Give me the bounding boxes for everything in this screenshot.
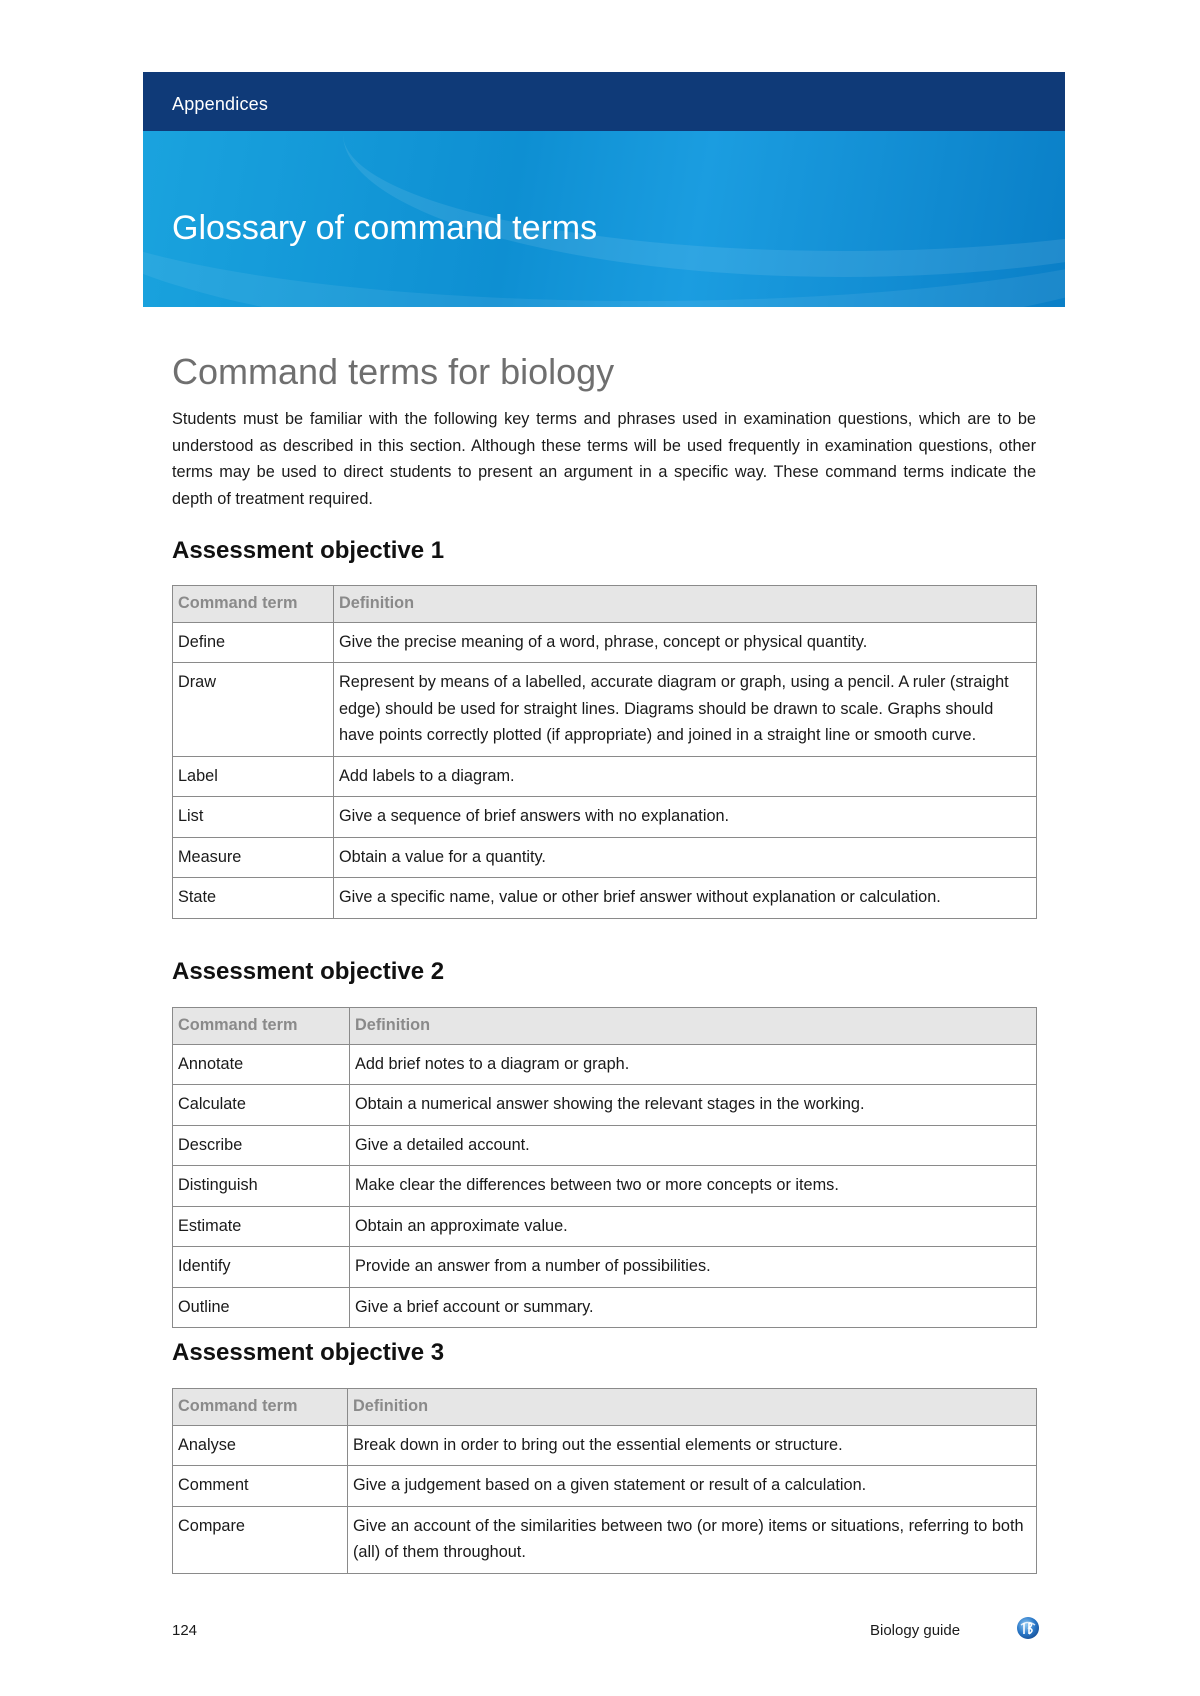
page-title: Glossary of command terms (172, 209, 598, 247)
table-row (173, 878, 1037, 919)
table-row (173, 1466, 1037, 1507)
main-heading: Command terms for biology (172, 351, 615, 392)
definition-cell: Give a detailed account. (350, 1125, 1037, 1166)
table-row (173, 1247, 1037, 1288)
table-row (173, 797, 1037, 838)
table-row (173, 756, 1037, 797)
table-header-row (173, 1389, 1037, 1426)
definition-cell: Give an account of the similarities between two (or more) items or situations, referring to both (all) of them throughout. (348, 1506, 1037, 1573)
definition-cell: Give a sequence of brief answers with no explanation. (334, 797, 1037, 838)
term-cell: Compare (173, 1506, 348, 1573)
term-cell: Label (173, 756, 334, 797)
table-header-row (173, 586, 1037, 623)
definition-cell: Obtain an approximate value. (350, 1206, 1037, 1247)
term-cell: Outline (173, 1287, 350, 1328)
header-banner (143, 131, 1065, 307)
table-row (173, 1287, 1037, 1328)
table-row (173, 1085, 1037, 1126)
table-row (173, 622, 1037, 663)
guide-name: Biology guide (870, 1622, 961, 1639)
column-header-definition: Definition (348, 1389, 1037, 1426)
table-row (173, 837, 1037, 878)
page-number: 124 (172, 1622, 198, 1639)
column-header-term: Command term (173, 1008, 350, 1045)
definition-cell: Give the precise meaning of a word, phrase, concept or physical quantity. (334, 622, 1037, 663)
column-header-term: Command term (173, 1389, 348, 1426)
definition-cell: Represent by means of a labelled, accurate diagram or graph, using a pencil. A ruler (straight edge) should be used for straight lines. Diagrams should be drawn to scale. Graphs should have points correctly plotted (if appropriate) and joined in a straight line or smooth curve. (334, 663, 1037, 757)
table-row (173, 1206, 1037, 1247)
term-cell: Annotate (173, 1044, 350, 1085)
column-header-term: Command term (173, 586, 334, 623)
table-row (173, 1425, 1037, 1466)
definition-cell: Provide an answer from a number of possibilities. (350, 1247, 1037, 1288)
term-cell: Estimate (173, 1206, 350, 1247)
section-heading-ao2: Assessment objective 2 (172, 958, 445, 985)
term-cell: Comment (173, 1466, 348, 1507)
term-cell: Draw (173, 663, 334, 757)
definition-cell: Make clear the differences between two or more concepts or items. (350, 1166, 1037, 1207)
table-row (173, 1125, 1037, 1166)
term-cell: Calculate (173, 1085, 350, 1126)
section-heading-ao3: Assessment objective 3 (172, 1339, 445, 1366)
definition-cell: Add labels to a diagram. (334, 756, 1037, 797)
table-header-row (173, 1008, 1037, 1045)
definition-cell: Obtain a numerical answer showing the relevant stages in the working. (350, 1085, 1037, 1126)
table-row (173, 663, 1037, 757)
terms-table-ao2 (172, 1007, 1037, 1328)
term-cell: Identify (173, 1247, 350, 1288)
table-row (173, 1166, 1037, 1207)
definition-cell: Obtain a value for a quantity. (334, 837, 1037, 878)
term-cell: Measure (173, 837, 334, 878)
definition-cell: Give a brief account or summary. (350, 1287, 1037, 1328)
terms-table-ao3 (172, 1388, 1037, 1574)
section-label: Appendices (172, 94, 269, 114)
term-cell: Distinguish (173, 1166, 350, 1207)
term-cell: List (173, 797, 334, 838)
term-cell: Define (173, 622, 334, 663)
definition-cell: Add brief notes to a diagram or graph. (350, 1044, 1037, 1085)
ib-logo-icon (1016, 1616, 1040, 1640)
definition-cell: Break down in order to bring out the essential elements or structure. (348, 1425, 1037, 1466)
table-row (173, 1506, 1037, 1573)
section-heading-ao1: Assessment objective 1 (172, 537, 445, 564)
column-header-definition: Definition (334, 586, 1037, 623)
term-cell: Describe (173, 1125, 350, 1166)
column-header-definition: Definition (350, 1008, 1037, 1045)
terms-table-ao1 (172, 585, 1037, 919)
definition-cell: Give a judgement based on a given statement or result of a calculation. (348, 1466, 1037, 1507)
definition-cell: Give a specific name, value or other brief answer without explanation or calculation. (334, 878, 1037, 919)
table-row (173, 1044, 1037, 1085)
header-section-bar (143, 72, 1065, 131)
term-cell: Analyse (173, 1425, 348, 1466)
intro-paragraph: Students must be familiar with the following key terms and phrases used in examination questions, which are to be understood as described in this section. Although these terms will be used frequently in examination questions, other terms may be used to direct students to present an argument in a specific way. These command terms indicate the depth of treatment required. (172, 410, 1036, 508)
term-cell: State (173, 878, 334, 919)
